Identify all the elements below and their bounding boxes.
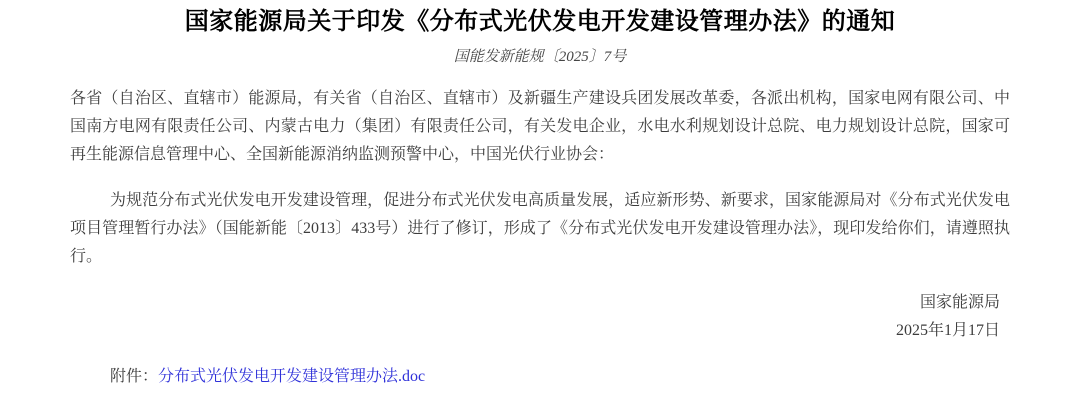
document-body (70, 85, 1010, 271)
attachment-line (70, 363, 1010, 391)
document-number: 国能发新能规〔2025〕7号 (453, 49, 627, 65)
attachment-link[interactable]: 分布式光伏发电开发建设管理办法.doc (158, 368, 426, 385)
document-page (70, 0, 1010, 391)
recipients-paragraph: 各省（自治区、直辖市）能源局，有关省（自治区、直辖市）及新疆生产建设兵团发展改革委，各派出机构，国家电网有限公司、中国南方电网有限责任公司、内蒙古电力（集团）有限责任公司，有关发电企业，水电水利规划设计总院、电力规划设计总院，国家可再生能源信息管理中心、全国新能源消纳监测预警中心，中国光伏行业协会： (70, 90, 1010, 163)
page-title: 国家能源局关于印发《分布式光伏发电开发建设管理办法》的通知 (184, 9, 896, 35)
signature-block (70, 289, 1010, 345)
signature-issuer: 国家能源局 (919, 294, 1000, 311)
main-paragraph: 为规范分布式光伏发电开发建设管理，促进分布式光伏发电高质量发展，适应新形势、新要求，国家能源局对《分布式光伏发电项目管理暂行办法》（国能新能〔2013〕433号）进行了修订，形成了《分布式光伏发电开发建设管理办法》，现印发给你们，请遵照执行。 (70, 192, 1010, 265)
signature-date: 2025年1月17日 (895, 322, 1000, 339)
attachment-label: 附件： (110, 368, 159, 385)
